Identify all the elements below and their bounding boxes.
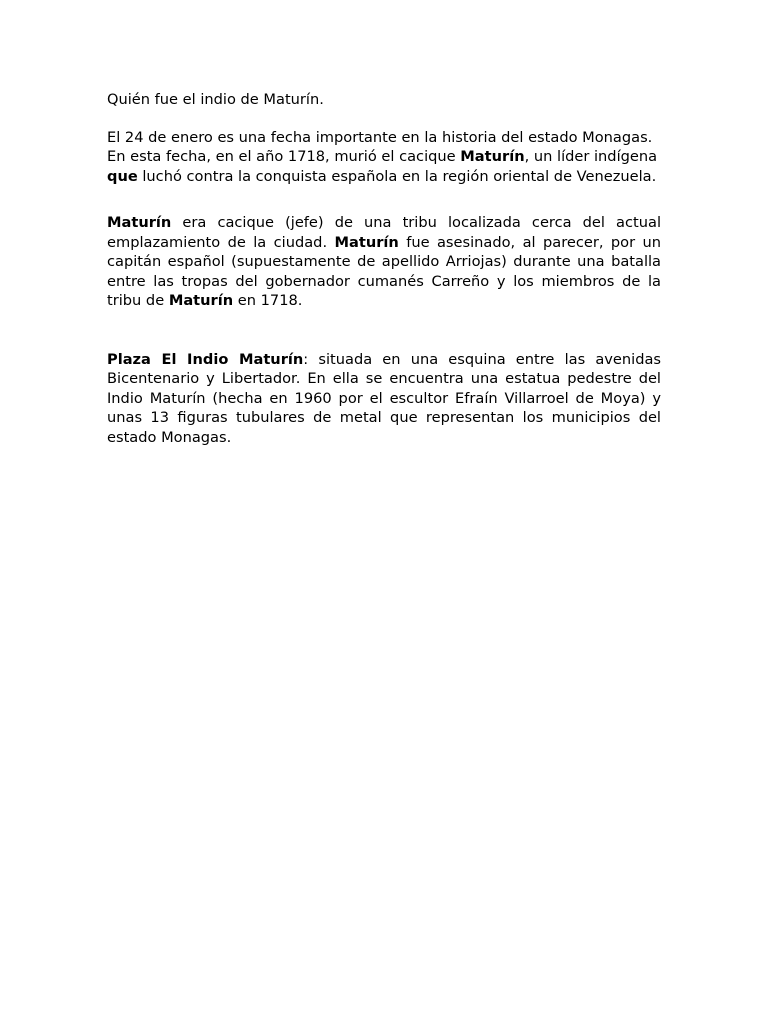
paragraph-1-text-3: luchó contra la conquista española en la región oriental de Venezuela. bbox=[137, 167, 657, 185]
paragraph-1 bbox=[107, 128, 661, 187]
paragraph-2-text-3: en 1718. bbox=[233, 292, 303, 309]
paragraph-1-text-1: El 24 de enero es una fecha importante en la historia del estado Monagas. En esta fecha, en el año 1718, murió el cacique bbox=[107, 128, 653, 165]
paragraph-1-bold-2: que bbox=[107, 167, 138, 185]
paragraph-3-bold-1: Plaza El Indio Maturín bbox=[107, 350, 304, 368]
paragraph-3-text-1: : situada en una esquina entre las avenidas Bicentenario y Libertador. En ella se encuentra una estatua pedestre del Indio Maturín (hecha en 1960 por el escultor Efraín Villarroel de Moya) y unas 13 figuras tubulares de metal que representan los municipios del estado Monagas. bbox=[107, 350, 661, 446]
document-page bbox=[107, 90, 661, 447]
paragraph-2-text-1: era cacique (jefe) de una tribu localizada cerca del actual emplazamiento de la ciudad. bbox=[107, 214, 661, 251]
paragraph-3 bbox=[107, 350, 661, 448]
paragraph-2-bold-2: Maturín bbox=[334, 233, 399, 251]
paragraph-2 bbox=[107, 213, 661, 311]
paragraph-2-bold-1: Maturín bbox=[107, 214, 172, 231]
paragraph-2-text-2: fue asesinado, al parecer, por un capitán español (supuestamente de apellido Arriojas) durante una batalla entre las tropas del gobernador cumanés Carreño y los miembros de la tribu de bbox=[107, 233, 661, 309]
document-title: Quién fue el indio de Maturín. bbox=[107, 91, 324, 108]
paragraph-1-text-2: , un líder indígena bbox=[524, 148, 658, 165]
paragraph-1-bold-1: Maturín bbox=[460, 148, 525, 165]
paragraph-2-bold-3: Maturín bbox=[168, 292, 234, 309]
